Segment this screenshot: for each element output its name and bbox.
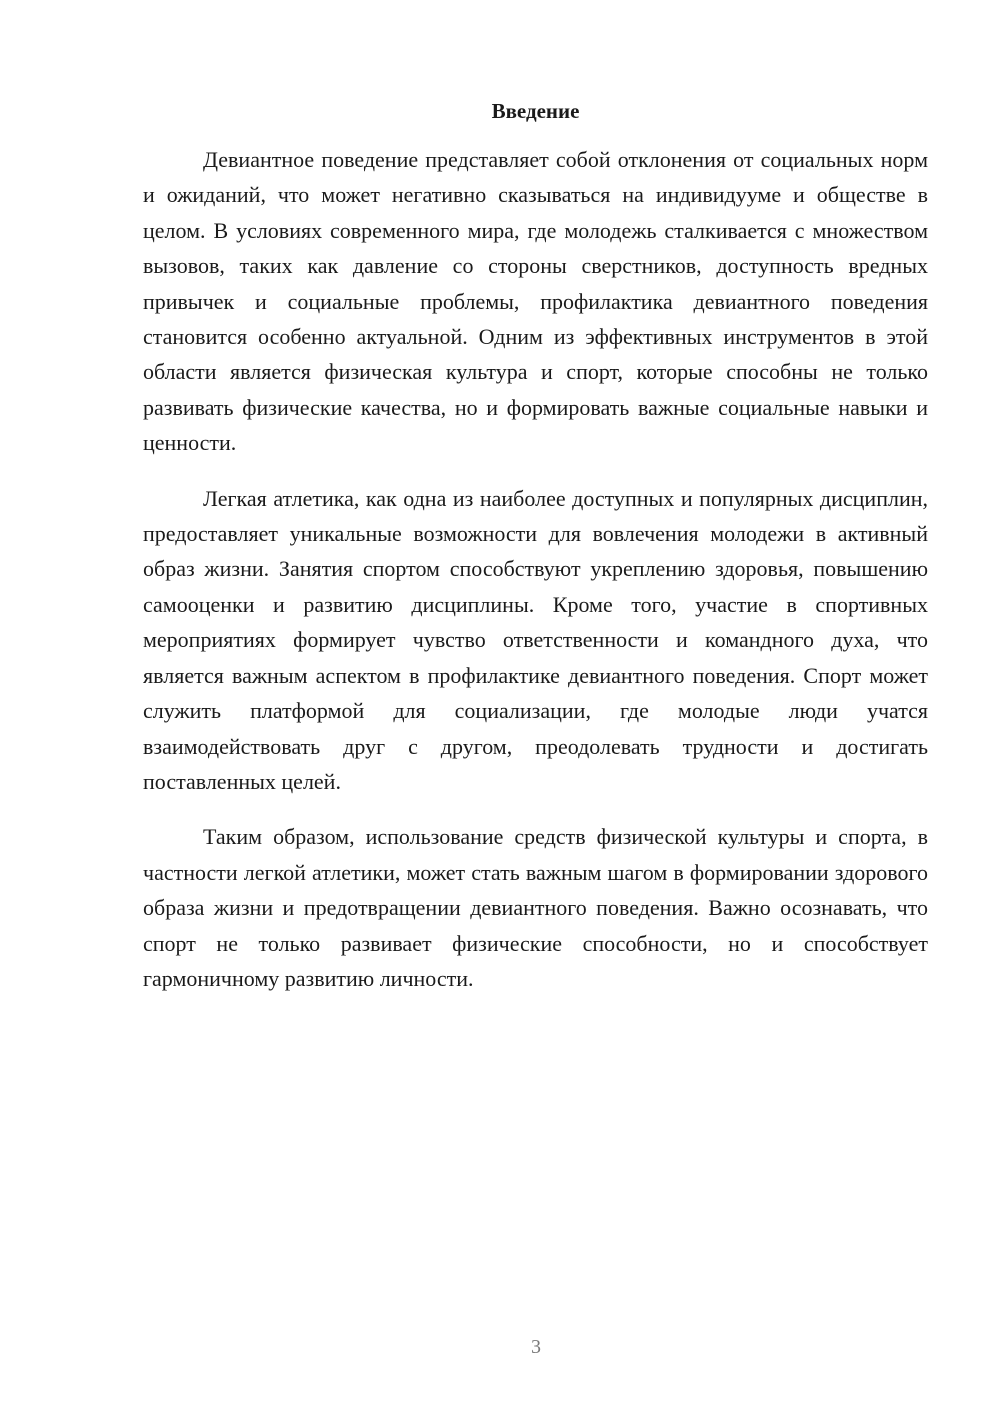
body-text xyxy=(143,142,928,1016)
section-heading: Введение xyxy=(491,99,580,123)
paragraph-3: Таким образом, использование средств физической культуры и спорта, в частности легкой атлетики, может стать важным шагом в формировании здорового образа жизни и предотвращении девиантного поведения. Важно осознавать, что спорт не только развивает физические способности, но и способствует гармоничному развитию личности. xyxy=(143,824,928,991)
page-number: 3 xyxy=(531,1336,541,1358)
paragraph-2: Легкая атлетика, как одна из наиболее доступных и популярных дисциплин, предоставляет уникальные возможности для вовлечения молодежи в активный образ жизни. Занятия спортом способствуют укреплению здоровья, повышению самооценки и развитию дисциплины. Кроме того, участие в спортивных мероприятиях формирует чувство ответственности и командного духа, что является важным аспектом в профилактике девиантного поведения. Спорт может служить платформой для социализации, где молодые люди учатся взаимодействовать друг с другом, преодолевать трудности и достигать поставленных целей. xyxy=(143,485,928,794)
paragraph-1: Девиантное поведение представляет собой отклонения от социальных норм и ожиданий, что может негативно сказываться на индивидууме и обществе в целом. В условиях современного мира, где молодежь сталкивается с множеством вызовов, таких как давление со стороны сверстников, доступность вредных привычек и социальные проблемы, профилактика девиантного поведения становится особенно актуальной. Одним из эффективных инструментов в этой области является физическая культура и спорт, которые способны не только развивать физические качества, но и формировать важные социальные навыки и ценности. xyxy=(143,147,928,456)
